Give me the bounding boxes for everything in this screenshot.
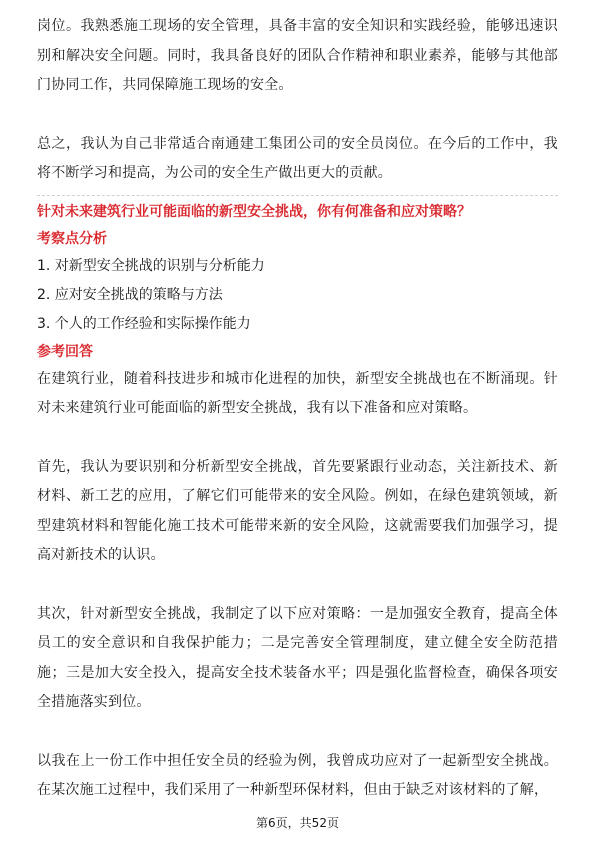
section-divider	[37, 195, 558, 196]
answer-heading: 参考回答	[37, 343, 93, 360]
answer-paragraph: 在建筑行业，随着科技进步和城市化进程的加快，新型安全挑战也在不断涌现。针对未来建筑行业可能面临的新型安全挑战，我有以下准备和应对策略。	[37, 370, 558, 416]
spacer	[37, 571, 558, 600]
analysis-point: 2. 应对安全挑战的策略与方法	[37, 286, 223, 303]
spacer	[37, 101, 558, 130]
answer-paragraph: 以我在上一份工作中担任安全员的经验为例，我曾成功应对了一起新型安全挑战。在某次施工过程中，我们采用了一种新型环保材料，但由于缺乏对该材料的了解，	[37, 752, 558, 798]
answer-paragraph: 首先，我认为要识别和分析新型安全挑战，首先要紧跟行业动态，关注新技术、新材料、新工艺的应用，了解它们可能带来的安全风险。例如，在绿色建筑领域，新型建筑材料和智能化施工技术可能带来新的安全风险，这就需要我们加强学习，提高对新技术的认识。	[37, 458, 558, 563]
analysis-point: 1. 对新型安全挑战的识别与分析能力	[37, 257, 265, 274]
analysis-heading: 考察点分析	[37, 230, 107, 247]
intro-paragraph-2: 总之，我认为自己非常适合南通建工集团公司的安全员岗位。在今后的工作中，我将不断学习和提高，为公司的安全生产做出更大的贡献。	[37, 135, 558, 181]
analysis-point: 3. 个人的工作经验和实际操作能力	[37, 315, 251, 332]
intro-paragraph-1: 岗位。我熟悉施工现场的安全管理，具备丰富的安全知识和实践经验，能够迅速识别和解决安全问题。同时，我具备良好的团队合作精神和职业素养，能够与其他部门协同工作，共同保障施工现场的安全。	[37, 18, 558, 93]
spacer	[37, 718, 558, 747]
question-title: 针对未来建筑行业可能面临的新型安全挑战，你有何准备和应对策略？	[37, 203, 471, 220]
answer-paragraph: 其次，针对新型安全挑战，我制定了以下应对策略：一是加强安全教育，提高全体员工的安全意识和自我保护能力；二是完善安全管理制度，建立健全安全防范措施；三是加大安全投入，提高安全技术装备水平；四是强化监督检查，确保各项安全措施落实到位。	[37, 605, 558, 710]
document-page	[37, 12, 558, 806]
spacer	[37, 424, 558, 453]
page-number: 第6页，共52页	[256, 816, 339, 830]
